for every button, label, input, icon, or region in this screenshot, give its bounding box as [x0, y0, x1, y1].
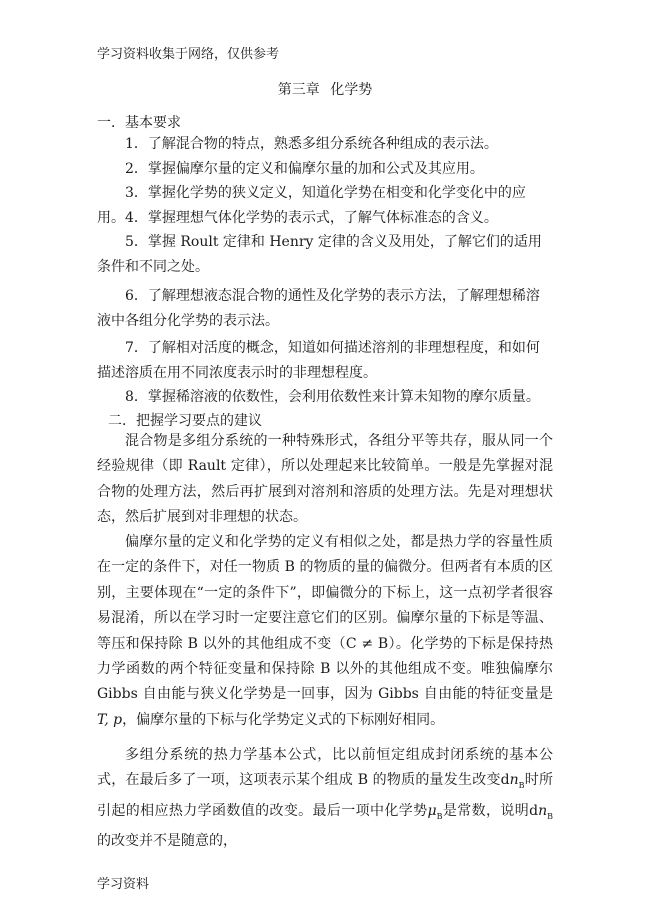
paragraph-text: 时所引起的相应热力学函数值的改变。最后一项中化学势 — [97, 772, 554, 819]
section-title-suggestions: 二．把握学习要点的建议 — [108, 413, 262, 429]
paragraph-text: 多组分系统的热力学基本公式，比以前恒定组成封闭系统的基本公式，在最后多了一项，这项表示某个组成 B 的物质的量发生改变 — [97, 747, 553, 789]
footer-note: 学习资料 — [97, 877, 150, 892]
paragraph-text: 是常数，说明 — [442, 802, 530, 819]
paragraph-text: ，偏摩尔量的下标与化学势定义式的下标刚好相同。 — [122, 711, 445, 728]
dn-symbol: n — [509, 772, 519, 789]
mu-subscript: B — [436, 811, 443, 821]
dn-expression: $dn_B$ — [500, 772, 525, 791]
dn-symbol: n — [538, 802, 548, 819]
paragraph-text: ）。化学势的下标是保持热力学函数的两个特征变量和保持除 B 以外的其他组成不变。唯独偏摩尔 Gibbs 自由能与狭义化学势是一回事，因为 Gibbs 自由能的特征变量是 — [97, 635, 554, 703]
requirement-item: 2．掌握偏摩尔量的定义和偏摩尔量的加和公式及其应用。 — [125, 161, 484, 177]
requirement-item: 6．了解理想液态混合物的通性及化学势的表示方法，了解理想稀溶液中各组分化学势的表示法。 — [97, 288, 540, 329]
requirement-item: 8．掌握稀溶液的依数性，会利用依数性来计算未知物的摩尔质量。 — [125, 389, 540, 405]
section-title-requirements: 一．基本要求 — [97, 115, 181, 131]
variables-expression: T, p — [97, 711, 123, 728]
requirement-item: 4．掌握理想气体化学势的表示式，了解气体标准态的含义。 — [125, 210, 498, 226]
dn-subscript: B — [518, 781, 525, 791]
paragraph-fundamental-equation — [97, 743, 553, 854]
requirement-item: 1．了解混合物的特点，熟悉多组分系统各种组成的表示法。 — [125, 136, 498, 152]
mu-symbol: μ — [427, 802, 437, 819]
paragraph-mixture: 混合物是多组分系统的一种特殊形式，各组分平等共存，服从同一个经验规律（即 Rault 定律），所以处理起来比较简单。一般是先掌握对混合物的处理方法，然后再扩展到对溶剂和溶质的处理方法。先是对理想状态，然后扩展到对非理想的状态。 — [97, 433, 553, 526]
dn-subscript: B — [547, 811, 553, 821]
chapter-title: 第三章 化学势 — [277, 82, 373, 98]
dn-expression: $dn_B$ — [529, 802, 553, 821]
requirement-item: 7．了解相对活度的概念，知道如何描述溶剂的非理想程度，和如何描述溶质在用不同浓度表示时的非理想程度。 — [97, 340, 540, 381]
paragraph-text: 偏摩尔量的定义和化学势的定义有相似之处，都是热力学的容量性质在一定的条件下，对任一物质 B 的物质的量的偏微分。但两者有本质的区别，主要体现在“一定的条件下”，即偏微分的下标上，这一点初学者很容易混淆，所以在学习时一定要注意它们的区别。偏摩尔量的下标是等温、等压和保持除 B 以外的其他组成不变（ — [97, 534, 553, 652]
requirement-item: 3．掌握化学势的狭义定义，知道化学势在相变和化学变化中的应用。 — [97, 185, 526, 226]
paragraph-text: 的改变并不是随意的， — [97, 832, 237, 849]
header-note: 学习资料收集于网络，仅供参考 — [97, 47, 280, 62]
paragraph-partial-molar — [97, 530, 553, 733]
requirement-item: 5．掌握 Roult 定律和 Henry 定律的含义及用处，了解它们的适用条件和不同之处。 — [97, 234, 542, 275]
mu-expression — [428, 803, 443, 819]
condition-expression: C ≠ B — [345, 635, 389, 652]
